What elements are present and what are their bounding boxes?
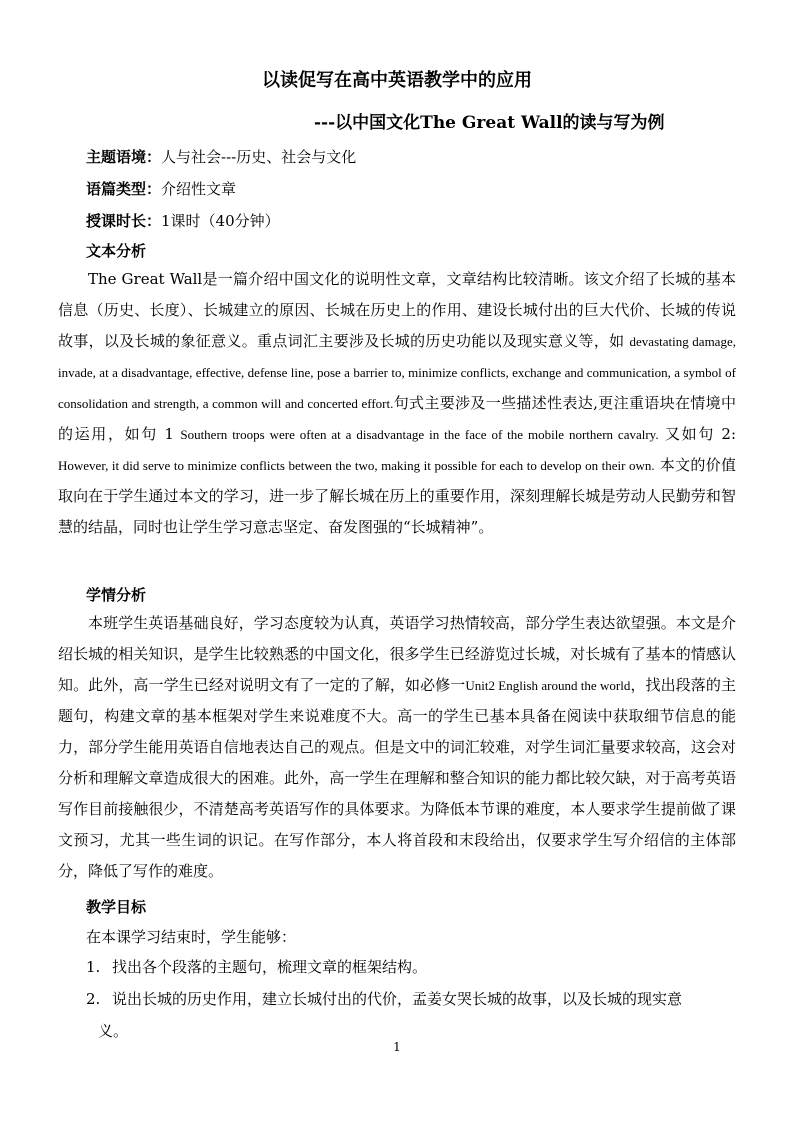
objective-item-2-continued: 义。 <box>98 1022 129 1040</box>
section-heading-text-analysis: 文本分析 <box>86 242 147 260</box>
meta-theme <box>86 146 356 167</box>
section-heading-objectives: 教学目标 <box>86 898 147 916</box>
paragraph-text: 句式主要涉及一些描述性表达,更注重语块在情境中的运用，如句 1 <box>58 394 736 443</box>
paragraph-text: 本文的价值取向在于学生通过本文的学习，进一步了解长城在历上的重要作用，深刻理解长城是劳动人民勤劳和智慧的结晶，同时也让学生学习意志坚定、奋发图强的“长城精神”。 <box>58 456 736 536</box>
objective-item-2 <box>86 984 736 1015</box>
example-sentence-2: However, it did serve to minimize conflicts between the two, making it possible for each to develop on their own. <box>58 458 655 473</box>
objective-item-1 <box>86 952 736 983</box>
paragraph-text: 本班学生英语基础良好，学习态度较为认真，英语学习热情较高，部分学生表达欲望强。本文是介绍长城的相关知识，是学生比较熟悉的中国文化，很多学生已经游览过长城，对长城有了基本的情感认知。此外，高一学生已经对说明文有了一定的了解，如必修一 <box>58 614 736 694</box>
meta-value: 介绍性文章 <box>161 180 237 198</box>
vocabulary-list: devastating damage, invade, at a disadvantage, effective, defense line, pose a barrier to, minimize conflicts, exchange and communication, a symbol of consolidation and strength, a common will and concerted effort. <box>58 334 736 411</box>
list-number: 2. <box>86 990 101 1008</box>
meta-label: 授课时长： <box>86 212 162 230</box>
paragraph-text: The Great Wall是一篇介绍中国文化的说明性文章，文章结构比较清晰。该文介绍了长城的基本信息（历史、长度）、长城建立的原因、长城在历史上的作用、建设长城付出的巨大代价、长城的传说故事，以及长城的象征意义。重点词汇主要涉及长城的历史功能以及现实意义等，如 <box>58 270 736 350</box>
section-heading-learner-analysis: 学情分析 <box>86 586 147 604</box>
paragraph-text: 又如句 2: <box>658 425 737 443</box>
meta-duration <box>86 210 280 231</box>
meta-label: 语篇类型： <box>86 180 162 198</box>
text-analysis-paragraph <box>58 264 736 543</box>
list-text: 说出长城的历史作用，建立长城付出的代价，孟姜女哭长城的故事，以及长城的现实意 <box>112 990 683 1008</box>
document-subtitle: ---以中国文化The Great Wall的读与写为例 <box>314 113 665 133</box>
meta-label: 主题语境： <box>86 148 162 166</box>
example-sentence-1: Southern troops were often at a disadvantage in the face of the mobile northern cavalry. <box>180 427 659 442</box>
meta-value: 1课时（40分钟） <box>161 212 280 230</box>
page-number: 1 <box>393 1040 401 1054</box>
objectives-intro: 在本课学习结束时，学生能够： <box>86 928 297 946</box>
list-number: 1. <box>86 958 101 976</box>
learner-analysis-paragraph <box>58 608 736 887</box>
document-title: 以读促写在高中英语教学中的应用 <box>262 70 532 91</box>
list-text: 找出各个段落的主题句，梳理文章的框架结构。 <box>112 958 428 976</box>
meta-value: 人与社会---历史、社会与文化 <box>161 148 357 166</box>
paragraph-text: ，找出段落的主题句，构建文章的基本框架对学生来说难度不大。高一的学生已基本具备在阅读中获取细节信息的能力，部分学生能用英语自信地表达自己的观点。但是文中的词汇较难，对学生词汇量要求较高，这会对分析和理解文章造成很大的困难。此外，高一学生在理解和整合知识的能力都比较欠缺，对于高考英语写作目前接触很少，不清楚高考英语写作的具体要求。为降低本节课的难度，本人要求学生提前做了课文预习，尤其一些生词的识记。在写作部分，本人将首段和末段给出，仅要求学生写介绍信的主体部分，降低了写作的难度。 <box>58 676 736 880</box>
meta-text-type <box>86 178 236 199</box>
unit-reference: Unit2 English around the world <box>465 678 631 693</box>
